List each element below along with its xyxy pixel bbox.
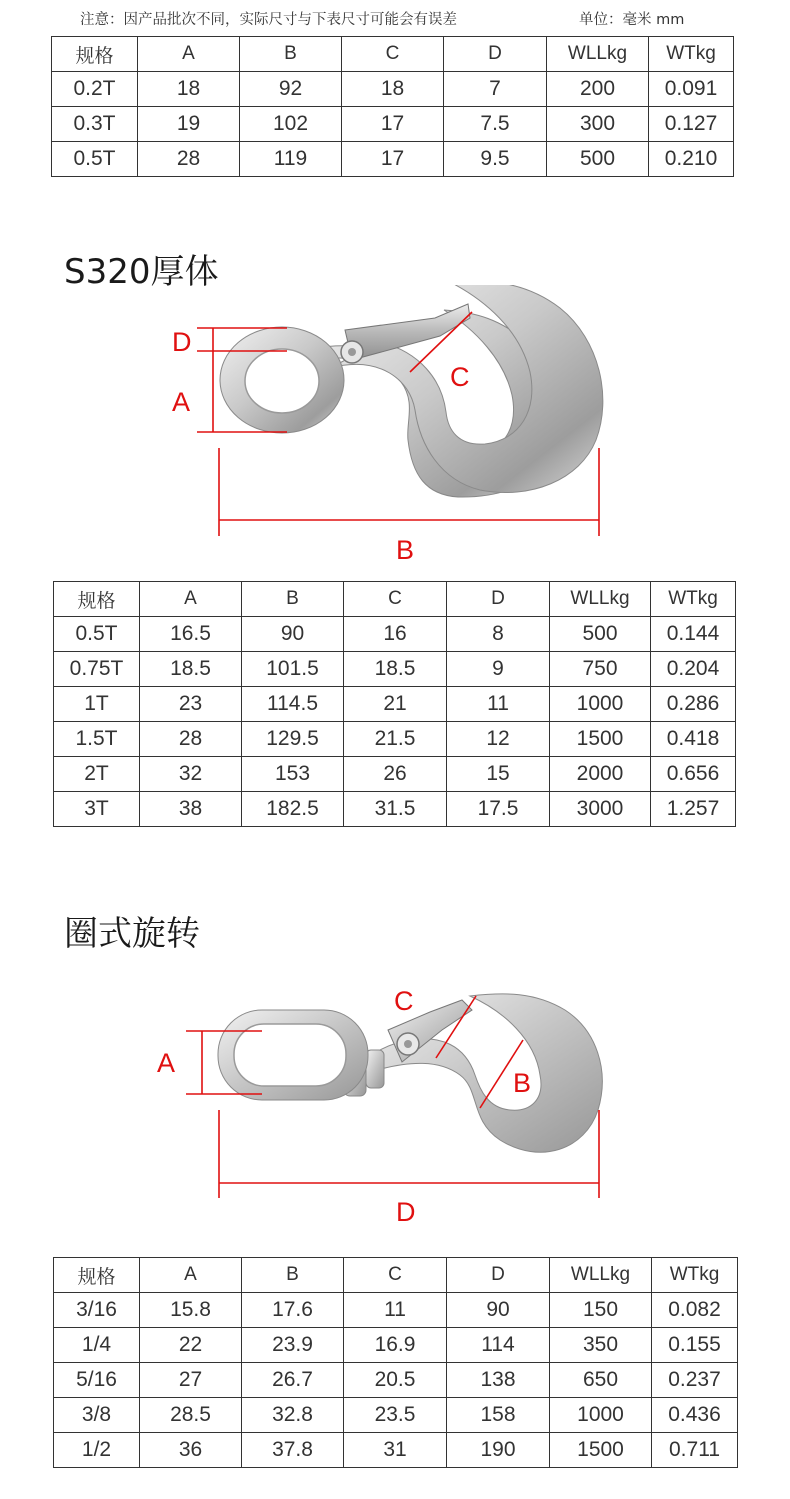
table-cell: 16 [344,617,447,652]
spec-table-swivel [53,1257,738,1468]
column-header: D [444,37,547,72]
table-cell: 0.711 [652,1433,738,1468]
table-cell: 8 [447,617,550,652]
table-cell: 18.5 [140,652,242,687]
swivel-dim-d-label: D [396,1197,416,1227]
table-cell: 1.5T [54,722,140,757]
column-header: WTkg [649,37,734,72]
column-header: A [140,1258,242,1293]
table-cell: 0.091 [649,72,734,107]
table-cell: 22 [140,1328,242,1363]
table-cell: 2000 [550,757,651,792]
table-cell: 1000 [550,1398,652,1433]
column-header: WTkg [651,582,736,617]
table-cell: 3T [54,792,140,827]
table-cell: 102 [240,107,342,142]
table-cell: 15.8 [140,1293,242,1328]
table-cell: 0.127 [649,107,734,142]
table-cell: 0.2T [52,72,138,107]
s320-dim-b-label: B [396,535,415,565]
table-cell: 3/8 [54,1398,140,1433]
table-cell: 1500 [550,1433,652,1468]
table-cell: 0.082 [652,1293,738,1328]
table-cell: 17 [342,107,444,142]
table-cell: 36 [140,1433,242,1468]
table-cell: 15 [447,757,550,792]
column-header: WLLkg [547,37,649,72]
table-cell: 0.5T [54,617,140,652]
column-header: A [138,37,240,72]
table-cell: 1000 [550,687,651,722]
swivel-dim-c-label: C [394,986,414,1016]
table-cell: 0.418 [651,722,736,757]
table-cell: 28.5 [140,1398,242,1433]
swivel-hook-diagram [0,980,790,1230]
table-cell: 0.5T [52,142,138,177]
table-header-row [54,1258,738,1293]
column-header: 规格 [54,582,140,617]
tolerance-note: 注意：因产品批次不同，实际尺寸与下表尺寸可能会有误差 [80,12,457,28]
column-header: WLLkg [550,1258,652,1293]
swivel-dim-a-label: A [157,1048,176,1078]
table-cell: 300 [547,107,649,142]
column-header: WTkg [652,1258,738,1293]
table-cell: 153 [242,757,344,792]
table-cell: 190 [447,1433,550,1468]
table-cell: 32 [140,757,242,792]
table-cell: 23.5 [344,1398,447,1433]
table-row [54,792,736,827]
table-cell: 37.8 [242,1433,344,1468]
table-header-row [54,582,736,617]
table-cell: 1/2 [54,1433,140,1468]
table-cell: 1/4 [54,1328,140,1363]
table-cell: 92 [240,72,342,107]
table-cell: 0.286 [651,687,736,722]
column-header: 规格 [54,1258,140,1293]
column-header: WLLkg [550,582,651,617]
table-cell: 11 [344,1293,447,1328]
table-cell: 1500 [550,722,651,757]
table-cell: 7.5 [444,107,547,142]
column-header: C [344,1258,447,1293]
table-cell: 17.5 [447,792,550,827]
table-row [54,1433,738,1468]
table-row [54,722,736,757]
table-row [54,1328,738,1363]
table-row [54,1398,738,1433]
table-cell: 38 [140,792,242,827]
notice-bar [0,6,790,30]
table-cell: 0.656 [651,757,736,792]
table-row [54,757,736,792]
table-cell: 0.210 [649,142,734,177]
table-cell: 500 [547,142,649,177]
table-cell: 750 [550,652,651,687]
eye-hook-image [220,285,603,497]
spec-table-1 [51,36,734,177]
table-row [52,142,734,177]
table-cell: 500 [550,617,651,652]
table-cell: 90 [242,617,344,652]
s320-dim-c-label: C [450,362,470,392]
table-cell: 12 [447,722,550,757]
table-cell: 21 [344,687,447,722]
column-header: B [242,582,344,617]
table-cell: 119 [240,142,342,177]
table-cell: 20.5 [344,1363,447,1398]
table-cell: 182.5 [242,792,344,827]
table-row [54,1293,738,1328]
unit-note: 单位：毫米 mm [579,12,685,28]
table-cell: 138 [447,1363,550,1398]
column-header: 规格 [52,37,138,72]
table-cell: 158 [447,1398,550,1433]
column-header: A [140,582,242,617]
s320-dim-a-label: A [172,387,191,417]
table-cell: 32.8 [242,1398,344,1433]
table-cell: 26.7 [242,1363,344,1398]
table-cell: 1T [54,687,140,722]
table-cell: 200 [547,72,649,107]
table-row [54,1363,738,1398]
table-row [54,652,736,687]
table-cell: 23 [140,687,242,722]
column-header: B [242,1258,344,1293]
table-cell: 114.5 [242,687,344,722]
table-cell: 23.9 [242,1328,344,1363]
column-header: C [344,582,447,617]
table-cell: 114 [447,1328,550,1363]
table-cell: 16.9 [344,1328,447,1363]
spec-table-s320 [53,581,736,827]
swivel-hook-image [218,994,602,1152]
table-cell: 16.5 [140,617,242,652]
section-title-swivel: 圈式旋转 [64,914,200,954]
table-cell: 650 [550,1363,652,1398]
table-cell: 18 [342,72,444,107]
table-cell: 9.5 [444,142,547,177]
table-cell: 0.237 [652,1363,738,1398]
table-cell: 3000 [550,792,651,827]
table-cell: 5/16 [54,1363,140,1398]
table-cell: 27 [140,1363,242,1398]
table-cell: 28 [138,142,240,177]
table-cell: 0.204 [651,652,736,687]
table-cell: 9 [447,652,550,687]
table-cell: 18 [138,72,240,107]
table-cell: 1.257 [651,792,736,827]
s320-dim-d-label: D [172,327,192,357]
table-cell: 17.6 [242,1293,344,1328]
table-cell: 31 [344,1433,447,1468]
swivel-dim-b-label: B [513,1068,532,1098]
table-cell: 18.5 [344,652,447,687]
table-cell: 0.436 [652,1398,738,1433]
table-cell: 0.3T [52,107,138,142]
table-cell: 0.155 [652,1328,738,1363]
table-cell: 150 [550,1293,652,1328]
table-cell: 350 [550,1328,652,1363]
table-cell: 31.5 [344,792,447,827]
table-row [54,687,736,722]
column-header: B [240,37,342,72]
table-cell: 11 [447,687,550,722]
table-row [54,617,736,652]
section-title-s320: S320厚体 [64,252,219,292]
table-cell: 101.5 [242,652,344,687]
table-cell: 0.75T [54,652,140,687]
table-cell: 28 [140,722,242,757]
table-cell: 2T [54,757,140,792]
table-cell: 21.5 [344,722,447,757]
table-cell: 0.144 [651,617,736,652]
s320-hook-diagram [0,285,790,575]
table-cell: 129.5 [242,722,344,757]
column-header: D [447,1258,550,1293]
table-cell: 3/16 [54,1293,140,1328]
table-row [52,107,734,142]
table-cell: 7 [444,72,547,107]
table-cell: 90 [447,1293,550,1328]
table-header-row [52,37,734,72]
table-row [52,72,734,107]
table-cell: 26 [344,757,447,792]
table-cell: 19 [138,107,240,142]
column-header: C [342,37,444,72]
table-cell: 17 [342,142,444,177]
column-header: D [447,582,550,617]
